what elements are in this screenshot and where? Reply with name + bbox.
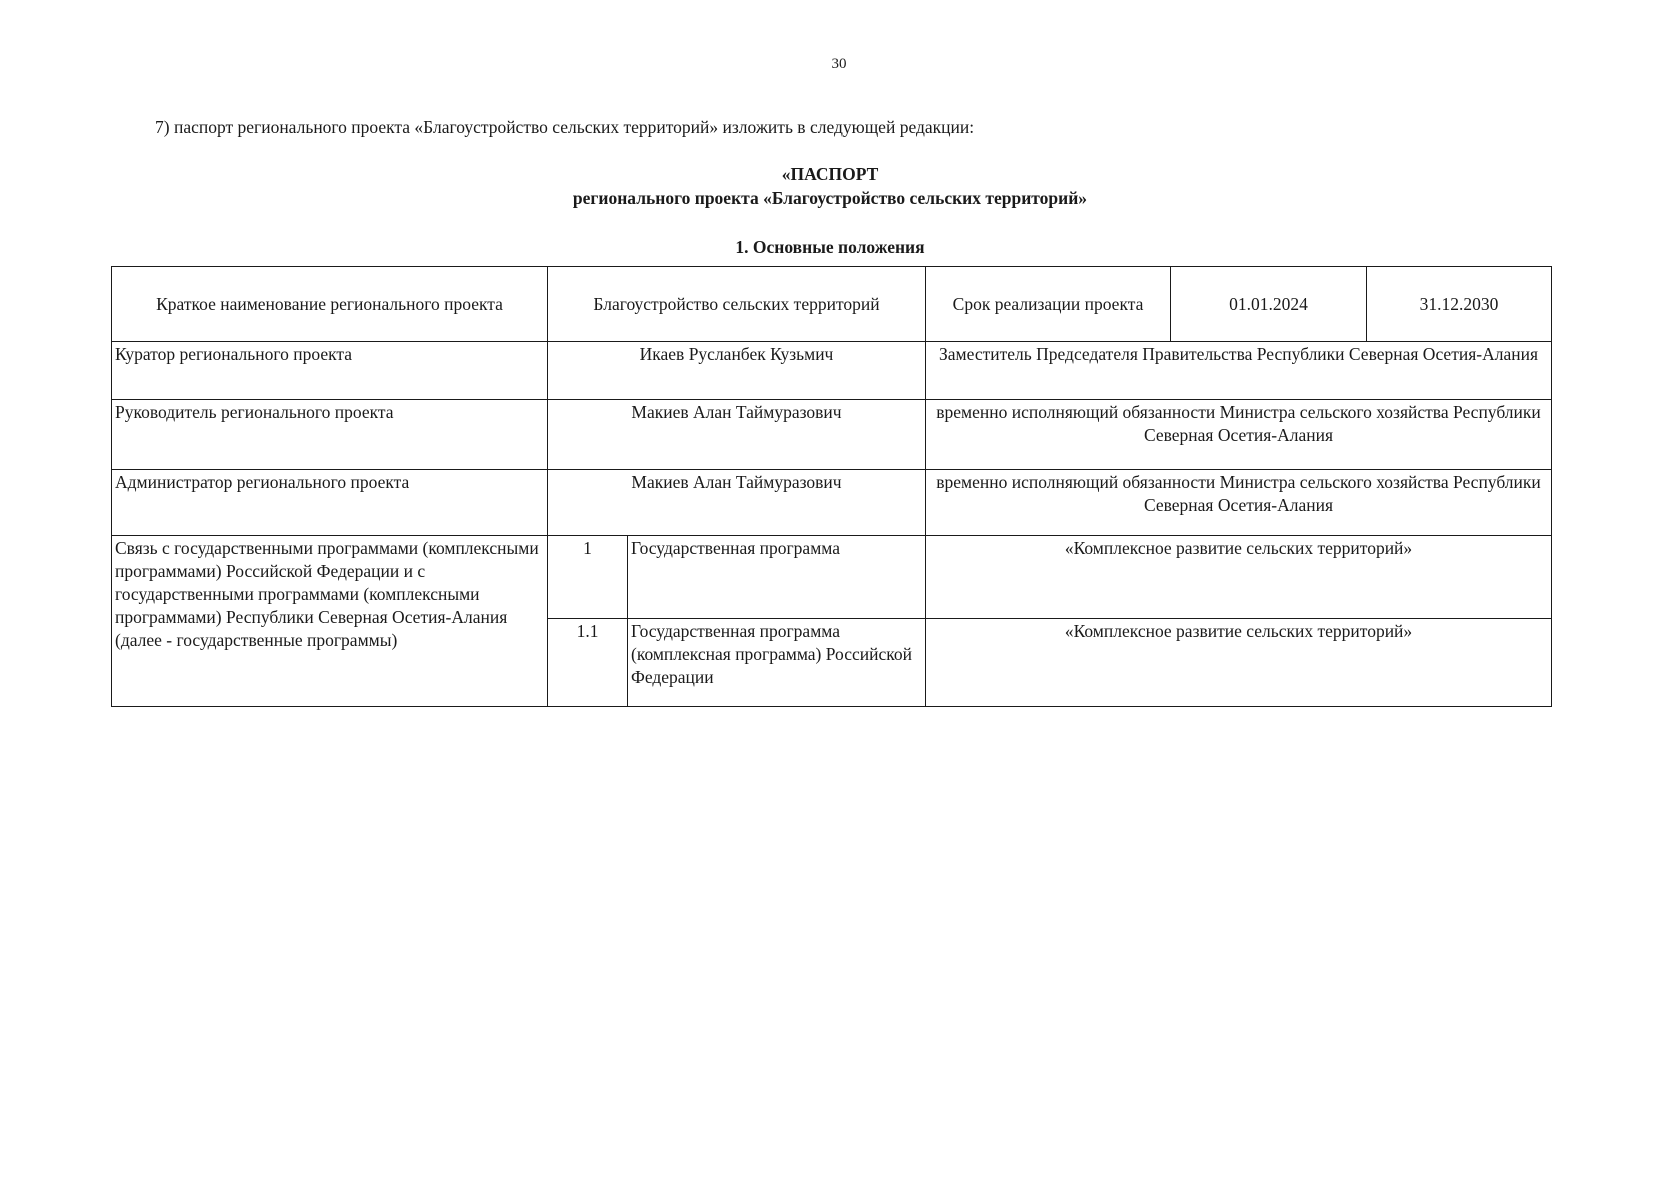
programs-label: Связь с государственными программами (комплексными программами) Российской Федерации и с государственными программами (комплексными программами) Республики Северная Осетия-Алания (далее - государственные программы) [112, 536, 548, 707]
end-date: 31.12.2030 [1367, 267, 1552, 342]
passport-table [111, 266, 1552, 707]
title-line-2: регионального проекта «Благоустройство сельских территорий» [572, 188, 1088, 208]
program-number: 1 [548, 536, 628, 619]
program-name: «Комплексное развитие сельских территорий» [926, 619, 1552, 707]
administrator-position: временно исполняющий обязанности Министра сельского хозяйства Республики Северная Осетия-Алания [926, 470, 1552, 536]
section-heading: 1. Основные положения [735, 237, 925, 257]
short-name-label: Краткое наименование регионального проекта [112, 267, 548, 342]
program-type: Государственная программа [628, 536, 926, 619]
curator-label: Куратор регионального проекта [112, 342, 548, 400]
term-label: Срок реализации проекта [926, 267, 1171, 342]
short-name-value: Благоустройство сельских территорий [548, 267, 926, 342]
program-name: «Комплексное развитие сельских территорий» [926, 536, 1552, 619]
program-type: Государственная программа (комплексная программа) Российской Федерации [628, 619, 926, 707]
administrator-label: Администратор регионального проекта [112, 470, 548, 536]
table-row [112, 536, 1552, 619]
table-row [112, 470, 1552, 536]
administrator-name: Макиев Алан Таймуразович [548, 470, 926, 536]
head-name: Макиев Алан Таймуразович [548, 400, 926, 470]
start-date: 01.01.2024 [1171, 267, 1367, 342]
head-label: Руководитель регионального проекта [112, 400, 548, 470]
curator-position: Заместитель Председателя Правительства Республики Северная Осетия-Алания [926, 342, 1552, 400]
intro-paragraph: 7) паспорт регионального проекта «Благоустройство сельских территорий» изложить в следующей редакции: [155, 117, 975, 137]
program-number: 1.1 [548, 619, 628, 707]
head-position: временно исполняющий обязанности Министра сельского хозяйства Республики Северная Осетия-Алания [926, 400, 1552, 470]
title-line-1: «ПАСПОРТ [781, 164, 879, 184]
curator-name: Икаев Русланбек Кузьмич [548, 342, 926, 400]
table-row [112, 342, 1552, 400]
document-title [110, 162, 1550, 210]
page-number: 30 [831, 56, 847, 72]
table-row [112, 400, 1552, 470]
table-row [112, 267, 1552, 342]
